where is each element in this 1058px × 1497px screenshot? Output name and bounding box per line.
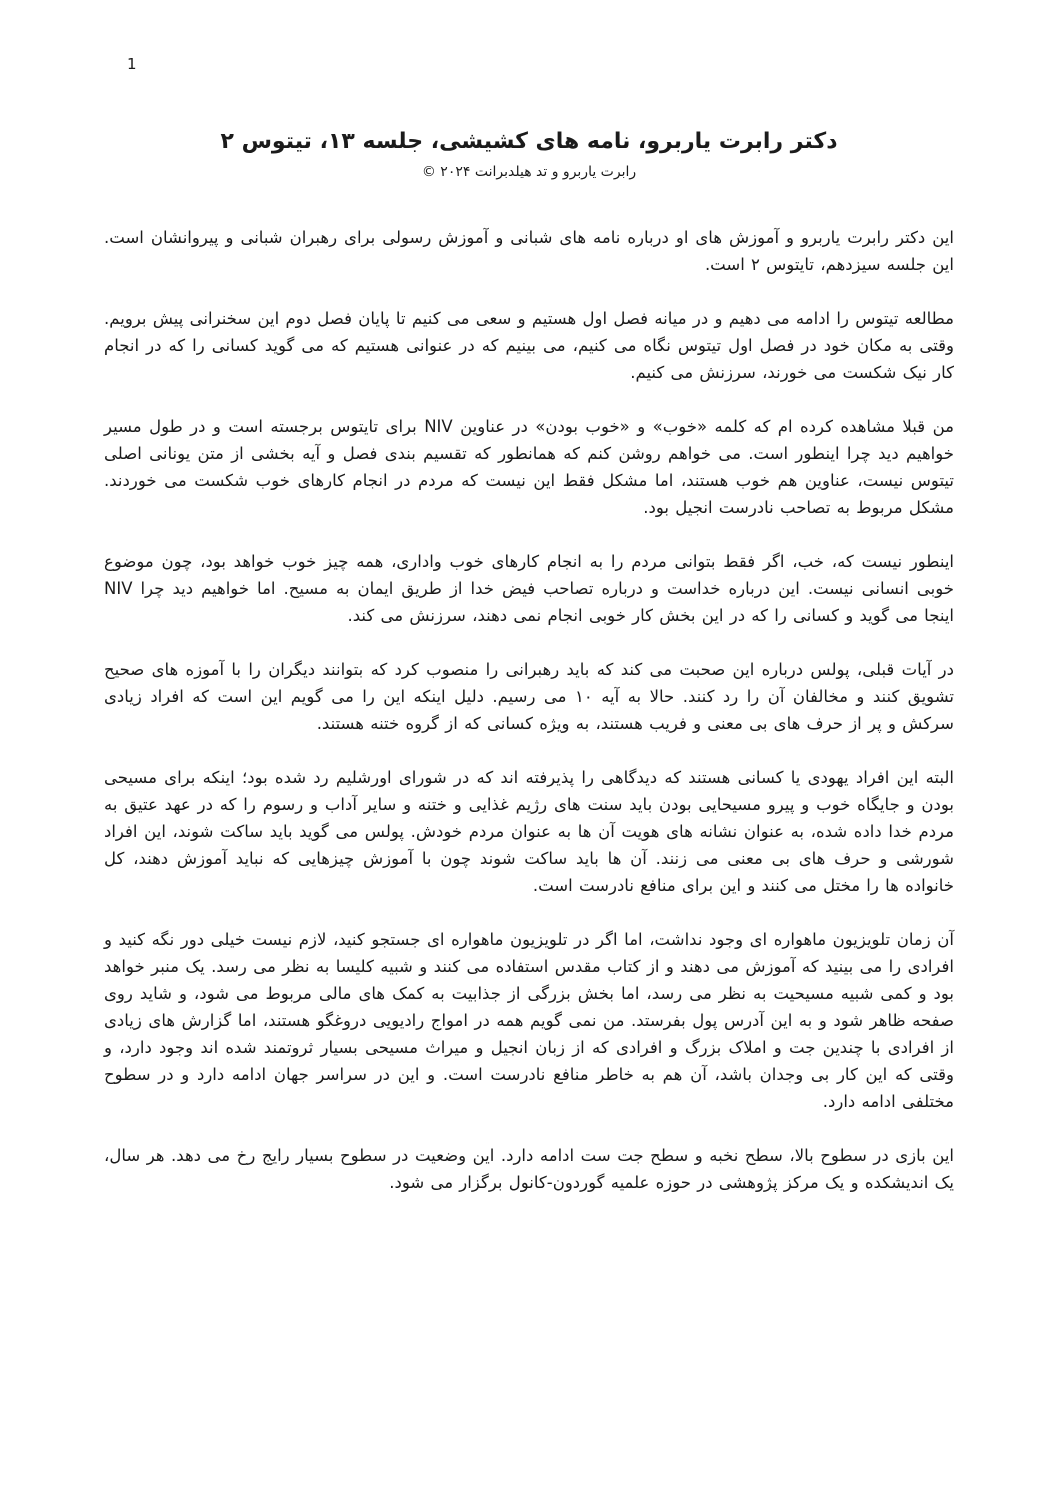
copyright-line: © ۲۰۲۴ رابرت یاربرو و تد هیلدبرانت [421,163,637,180]
paragraph: مطالعه تیتوس را ادامه می دهیم و در میانه فصل اول هستیم و سعی می کنیم تا پایان فصل دوم این سخنرانی پیش برویم. وقتی به مکان خود در فصل اول تیتوس نگاه می کنیم، می بینیم که در عنوانی هستیم که می گوید کسانی را که در انجام کار نیک شکست می خورند، سرزنش می کنیم. [104,308,954,382]
paragraph: آن زمان تلویزیون ماهواره ای وجود نداشت، اما اگر در تلویزیون ماهواره ای جستجو کنید، لازم نیست خیلی دور نگه کنید و افرادی را می بینید که آموزش می دهند و از کتاب مقدس استفاده می کنند و شبیه کلیسا به نظر می رسد. یک منبر خواهد بود و کمی شبیه مسیحیت به نظر می رسد، اما بخش بزرگی از جذابیت به کمک های مالی مربوط می شود، و شاید روی صفحه ظاهر شود و به این آدرس پول بفرستد. من نمی گویم همه در امواج رادیویی دروغگو هستند، اما گزارش های زیادی از افرادی با چندین جت و املاک بزرگ و افرادی که از زبان انجیل و میراث مسیحی بسیار ثروتمند شده اند وجود دارد، و وقتی که این کار بی وجدان باشد، آن هم به خاطر منافع نادرست است. و این در سراسر جهان ادامه دارد و در سطوح مختلفی ادامه دارد. [104,929,954,1111]
paragraph: این دکتر رابرت یاربرو و آموزش های او درباره نامه های شبانی و آموزش رسولی برای رهبران شبانی و پیروانشان است. این جلسه سیزدهم، تایتوس ۲ است. [104,227,954,274]
paragraph: در آیات قبلی، پولس درباره این صحبت می کند که باید رهبرانی را منصوب کرد که بتوانند دیگران را با آموزه های صحیح تشویق کنند و مخالفان آن را رد کنند. حالا به آیه ۱۰ می رسیم. دلیل اینکه این را می گویم این است که افراد زیادی سرکش و پر از حرف های بی معنی و فریب هستند، به ویژه کسانی که از گروه ختنه هستند. [104,659,954,733]
document-title: دکتر رابرت یاربرو، نامه های کشیشی، جلسه ۱۳، تیتوس ۲ [220,129,838,154]
paragraph: البته این افراد یهودی یا کسانی هستند که دیدگاهی را پذیرفته اند که در شورای اورشلیم رد شده بود؛ اینکه برای مسیحی بودن و جایگاه خوب و پیرو مسیحایی بودن باید سنت های رژیم غذایی و ختنه و سایر آداب و رسوم را که در عهد عتیق به مردم خدا داده شده، به عنوان نشانه های هویت آن ها به عنوان مردم خودش. پولس می گوید باید ساکت شوند، این افراد شورشی و حرف های بی معنی می زنند. آن ها باید ساکت شوند چون با آموزش چیزهایی که نباید آموزش دهند، کل خانواده ها را مختل می کنند و این برای منافع نادرست است. [104,767,954,895]
paragraph: من قبلا مشاهده کرده ام که کلمه «خوب» و «خوب بودن» در عناوین NIV برای تایتوس برجسته است و در طول مسیر خواهیم دید چرا اینطور است. می خواهم روشن کنم که همانطور که تقسیم بندی فصل و آیه بخشی از متن یونانی اصلی تیتوس نیست، عناوین هم خوب هستند، اما مشکل فقط این نیست که مردم در انجام کارهای خوب شکست می خوردند. مشکل مربوط به تصاحب نادرست انجیل بود. [104,416,954,517]
paragraph: این بازی در سطوح بالا، سطح نخبه و سطح جت ست ادامه دارد. این وضعیت در سطوح بسیار رایج رخ می دهد. هر سال، یک اندیشکده و یک مرکز پژوهشی در حوزه علمیه گوردون-کانول برگزار می شود. [104,1145,954,1192]
paragraph: اینطور نیست که، خب، اگر فقط بتوانی مردم را به انجام کارهای خوب واداری، همه چیز خوب خواهد بود، چون موضوع خوبی انسانی نیست. این درباره خداست و درباره تصاحب فیض خدا از طریق ایمان به مسیح. اما خواهیم دید چرا NIV اینجا می گوید و کسانی را که در این بخش کار خوبی انجام نمی دهند، سرزنش می کند. [104,551,954,625]
document-body [104,224,954,1196]
page-number: 1 [127,55,137,73]
